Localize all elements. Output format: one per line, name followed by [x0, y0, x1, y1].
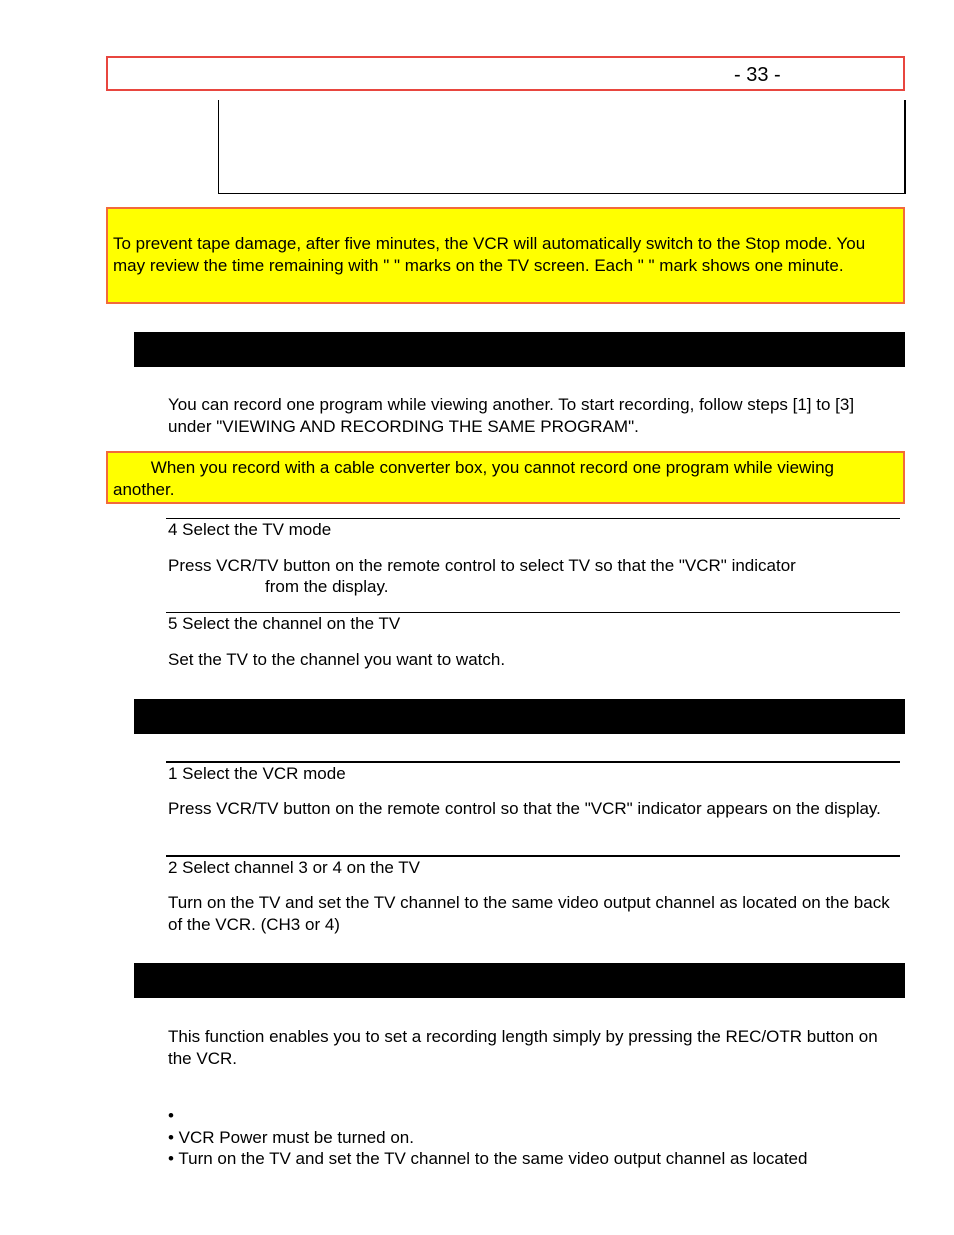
- section-heading-bar: [134, 699, 905, 734]
- step-body: Set the TV to the channel you want to watch.: [168, 650, 506, 669]
- section-intro-text: You can record one program while viewing another. To start recording, follow steps [1] to [3] under "VIEWING AND RECORDING THE SAME PROGRAM".: [168, 395, 855, 436]
- step-title: 2 Select channel 3 or 4 on the TV: [168, 858, 421, 877]
- section-intro-text: This function enables you to set a recording length simply by pressing the REC/OTR button on the VCR.: [168, 1027, 878, 1068]
- note-tape-damage: [106, 207, 905, 304]
- step-title: 4 Select the TV mode: [168, 520, 332, 539]
- section-heading-bar: [134, 963, 905, 998]
- note-cable-box-text: When you record with a cable converter box, you cannot record one program while viewing another.: [113, 458, 839, 499]
- page-header: [106, 56, 905, 91]
- step-title: 5 Select the channel on the TV: [168, 614, 401, 633]
- step-body: Press VCR/TV button on the remote control so that the "VCR" indicator appears on the display.: [168, 799, 881, 818]
- step-body-line: Press VCR/TV button on the remote control to select TV so that the "VCR" indicator: [168, 556, 796, 575]
- step-body: Turn on the TV and set the TV channel to the same video output channel as located on the back of the VCR. (CH3 or 4): [168, 893, 890, 934]
- note-tape-damage-text: To prevent tape damage, after five minutes, the VCR will automatically switch to the Stop mode. You may review the time remaining with " " marks on the TV screen. Each " " mark shows one minute.: [113, 234, 866, 275]
- note-cable-box: [106, 451, 905, 504]
- step-body-line: from the display.: [265, 577, 389, 596]
- list-item: •: [168, 1106, 174, 1125]
- content-frame: [218, 100, 906, 194]
- list-item: • Turn on the TV and set the TV channel to the same video output channel as located: [168, 1149, 808, 1168]
- page-number: - 33 -: [734, 64, 781, 86]
- section-heading-bar: [134, 332, 905, 367]
- list-item: • VCR Power must be turned on.: [168, 1127, 414, 1147]
- bullet-list: [168, 1105, 898, 1170]
- step-title: 1 Select the VCR mode: [168, 764, 346, 783]
